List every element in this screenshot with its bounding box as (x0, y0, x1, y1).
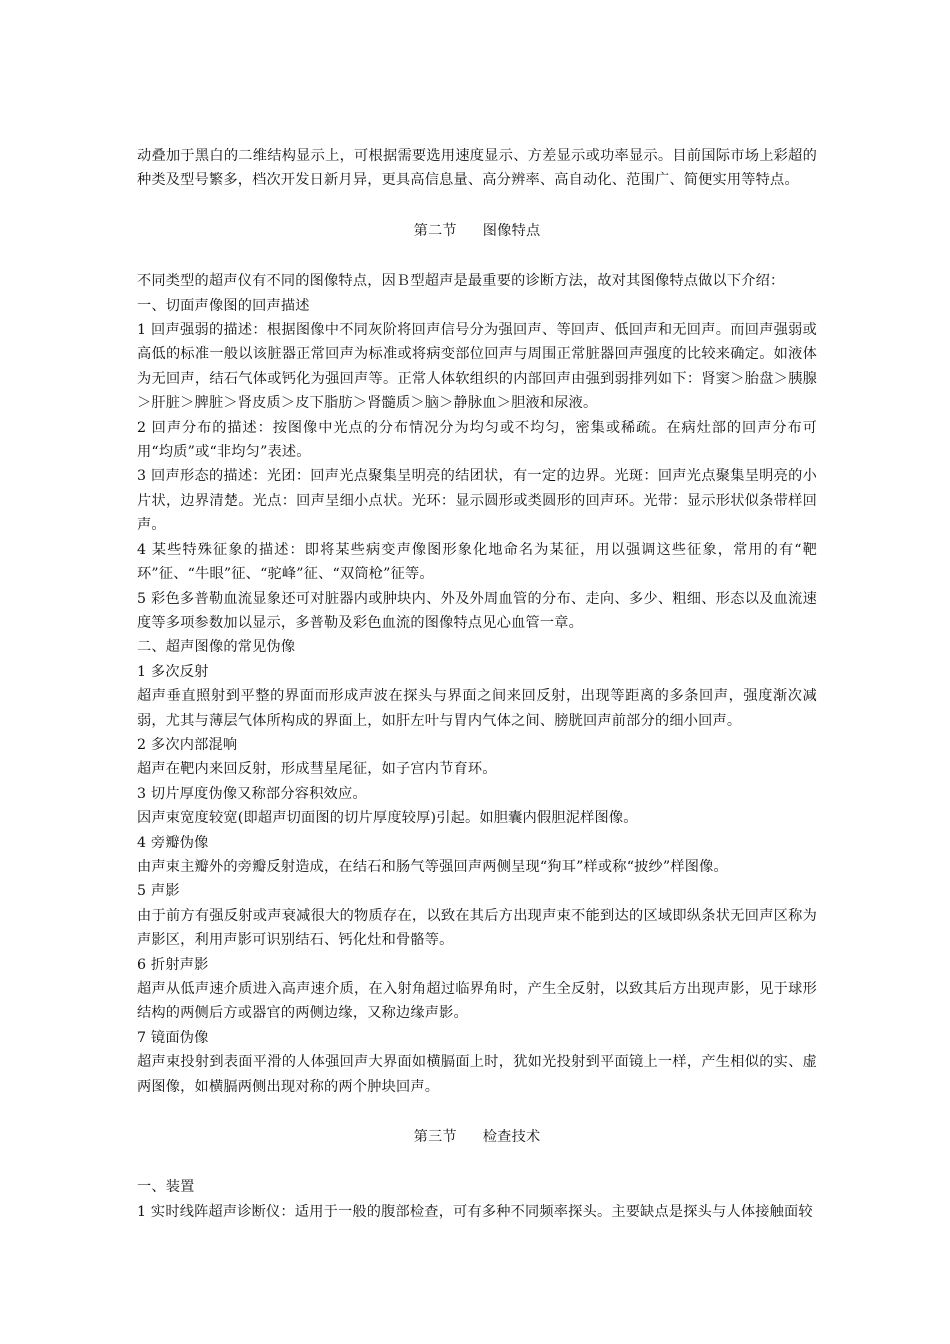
artifact-4-text: 由声束主瓣外的旁瓣反射造成，在结石和肠气等强回声两侧呈现“狗耳”样或称“披纱”样图像。 (137, 858, 728, 875)
artifact-4-title: 4 旁瓣伪像 (137, 834, 209, 851)
subheading-artifacts: 二、超声图像的常见伪像 (137, 639, 296, 656)
section-number: 第二节 (413, 222, 457, 239)
intro-paragraph: 动叠加于黑白的二维结构显示上，可根据需要选用速度显示、方差显示或功率显示。目前国际市场上彩超的种类及型号繁多，档次开发日新月异，更具高信息量、高分辨率、高自动化、范围广、简便实用等特点。 (137, 148, 817, 189)
section-heading-3 (137, 1125, 817, 1149)
artifact-7-title: 7 镜面伪像 (137, 1029, 209, 1046)
section-title: 检查技术 (482, 1129, 541, 1146)
artifact-2-title: 2 多次内部混响 (137, 736, 238, 753)
artifact-3-text: 因声束宽度较宽(即超声切面图的切片厚度较厚)引起。如胆囊内假胆泥样图像。 (137, 810, 638, 827)
section-intro-paragraph: 不同类型的超声仪有不同的图像特点，因Ｂ型超声是最重要的诊断方法，故对其图像特点做以下介绍： (137, 273, 785, 290)
artifact-1-text: 超声垂直照射到平整的界面而形成声波在探头与界面之间来回反射，出现等距离的多条回声，强度渐次减弱，尤其与薄层气体所构成的界面上，如肝左叶与胃内气体之间、膀胱回声前部分的细小回声。 (137, 688, 817, 729)
artifact-5-text: 由于前方有强反射或声衰减很大的物质存在，以致在其后方出现声束不能到达的区域即纵条状无回声区称为声影区，利用声影可识别结石、钙化灶和骨骼等。 (137, 907, 817, 949)
artifact-3-title: 3 切片厚度伪像又称部分容积效应。 (137, 785, 367, 802)
artifact-5-title: 5 声影 (137, 883, 180, 900)
artifact-7-text: 超声束投射到表面平滑的人体强回声大界面如横膈面上时，犹如光投射到平面镜上一样，产生相似的实、虚两图像，如横膈两侧出现对称的两个肿块回声。 (137, 1054, 817, 1095)
subheading-echo-description: 一、切面声像图的回声描述 (137, 297, 310, 314)
section-number: 第三节 (413, 1129, 457, 1146)
echo-item-5: 5 彩色多普勒血流显象还可对脏器内或肿块内、外及外周血管的分布、走向、多少、粗细、形态以及血流速度等多项参数加以显示，多普勒及彩色血流的图像特点见心血管一章。 (137, 590, 817, 631)
echo-item-4: 4 某些特殊征象的描述：即将某些病变声像图形象化地命名为某征，用以强调这些征象，常用的有“靶环”征、“牛眼”征、“驼峰”征、“双筒枪”征等。 (137, 541, 817, 583)
artifact-2-text: 超声在靶内来回反射，形成彗星尾征，如子宫内节育环。 (137, 761, 497, 778)
artifact-6-title: 6 折射声影 (137, 956, 209, 973)
document-body (137, 144, 817, 1224)
echo-item-2: 2 回声分布的描述：按图像中光点的分布情况分为均匀或不均匀，密集或稀疏。在病灶部的回声分布可用“均质”或“非均匀”表述。 (137, 419, 817, 461)
device-item-1: 1 实时线阵超声诊断仪：适用于一般的腹部检查，可有多种不同频率探头。主要缺点是探头与人体接触面较 (137, 1203, 813, 1220)
artifact-6-text: 超声从低声速介质进入高声速介质，在入射角超过临界角时，产生全反射，以致其后方出现声影，见于球形结构的两侧后方或器官的两侧边缘，又称边缘声影。 (137, 981, 817, 1022)
echo-item-3: 3 回声形态的描述：光团：回声光点聚集呈明亮的结团状，有一定的边界。光斑：回声光点聚集呈明亮的小片状，边界清楚。光点：回声呈细小点状。光环：显示圆形或类圆形的回声环。光带：显示形状似条带样回声。 (137, 468, 817, 534)
section-heading-2 (137, 219, 817, 243)
section-title: 图像特点 (482, 222, 541, 239)
echo-item-1: 1 回声强弱的描述：根据图像中不同灰阶将回声信号分为强回声、等回声、低回声和无回声。而回声强弱或高低的标准一般以该脏器正常回声为标准或将病变部位回声与周围正常脏器回声强度的比较来确定。如液体为无回声，结石气体或钙化为强回声等。正常人体软组织的内部回声由强到弱排列如下：肾窦＞胎盘＞胰腺＞肝脏＞脾脏＞肾皮质＞皮下脂肪＞肾髓质＞脑＞静脉血＞胆液和尿液。 (137, 322, 817, 412)
subheading-device: 一、装置 (137, 1179, 195, 1196)
artifact-1-title: 1 多次反射 (137, 663, 209, 680)
